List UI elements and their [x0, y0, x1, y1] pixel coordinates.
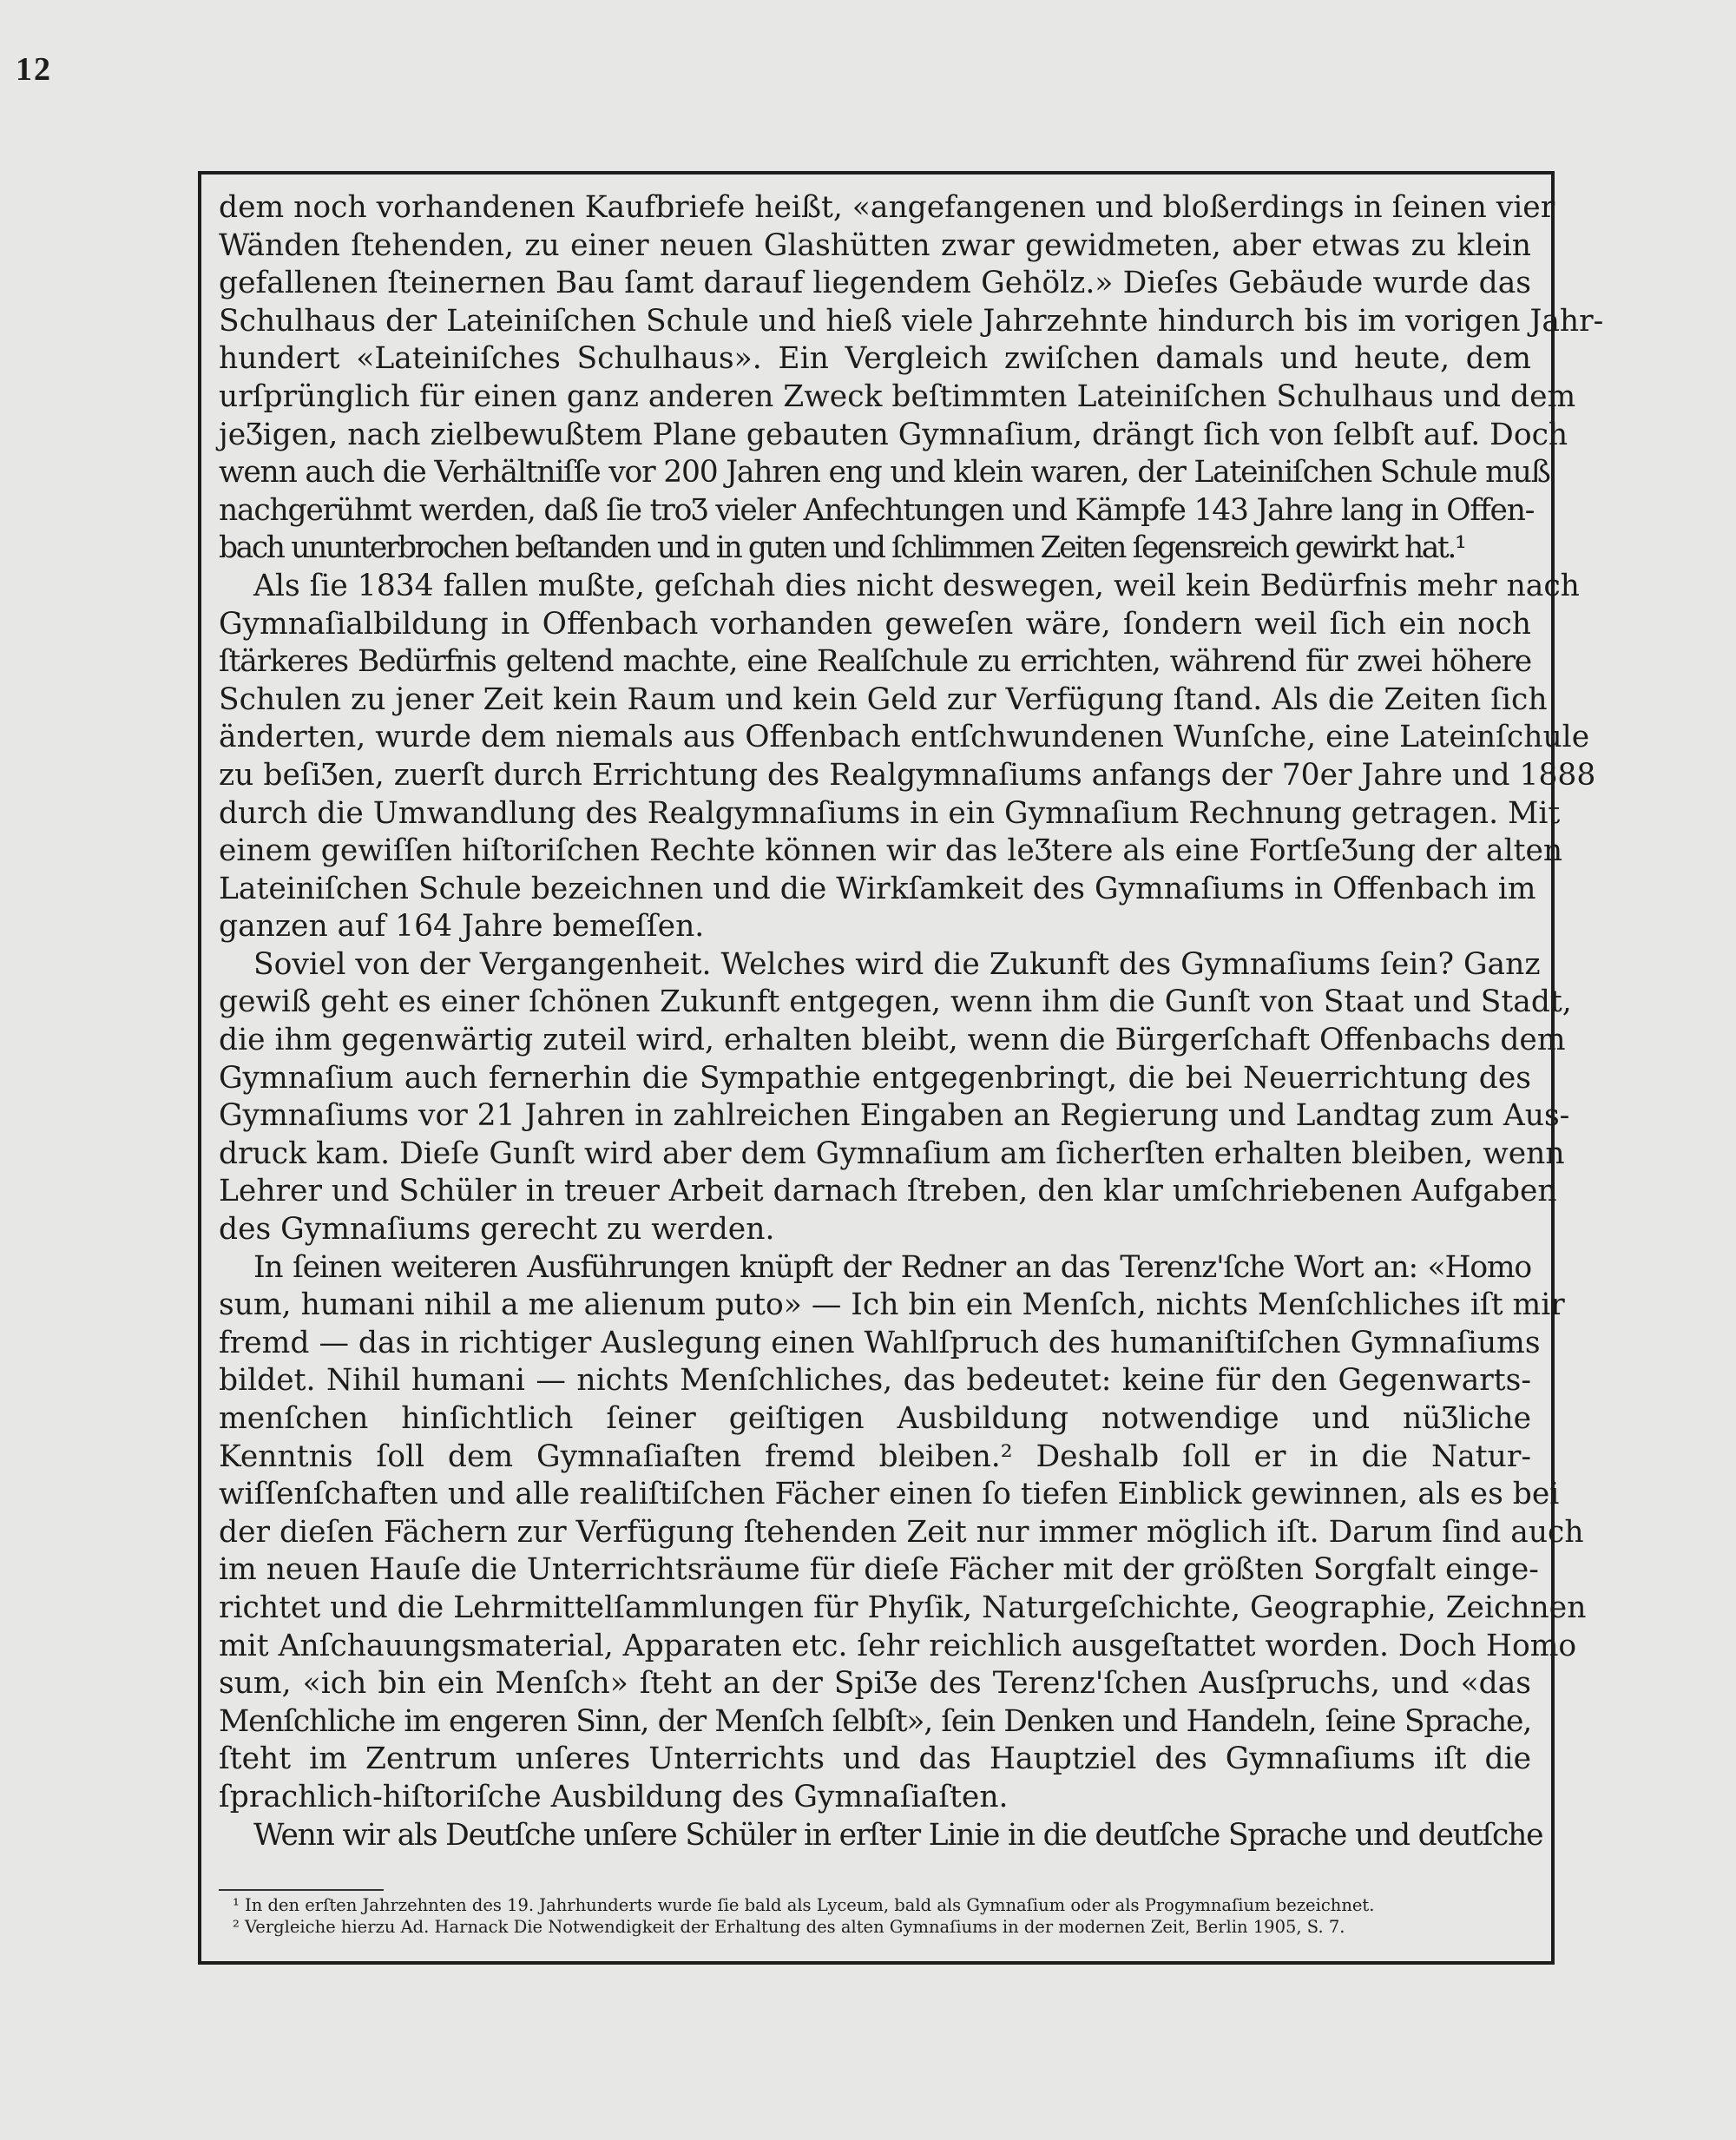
- text-line: Schulen zu jener Zeit kein Raum und kein Geld zur Verfügung ſtand. Als die Zeiten ſich: [219, 682, 1548, 717]
- text-line: Gymnaſiums vor 21 Jahren in zahlreichen Eingaben an Regierung und Landtag zum Aus-: [219, 1098, 1570, 1134]
- text-line: ſprachlich-hiſtoriſche Ausbildung des Gymnaſiaſten.: [219, 1779, 1009, 1814]
- text-line: durch die Umwandlung des Realgymnaſiums in ein Gymnaſium Rechnung getragen. Mit: [219, 795, 1561, 831]
- text-line: ſteht im Zentrum unſeres Unterrichts und das Hauptziel des Gymnaſiums iſt die: [219, 1742, 1531, 1777]
- text-line: Wenn wir als Deutſche unſere Schüler in erſter Linie in die deutſche Sprache und deutſche: [253, 1817, 1543, 1853]
- text-line: dem noch vorhandenen Kaufbriefe heißt, «angefangenen und bloßerdings in ſeinen vier: [219, 190, 1555, 225]
- text-line: zu beſiƷen, zuerſt durch Errichtung des Realgymnaſiums anfangs der 70er Jahre und 1888: [219, 757, 1596, 793]
- text-line: die ihm gegenwärtig zuteil wird, erhalten bleibt, wenn die Bürgerſchaft Offenbachs dem: [219, 1023, 1566, 1058]
- text-line: des Gymnaſiums gerecht zu werden.: [219, 1212, 775, 1248]
- text-line: Als ſie 1834 fallen mußte, geſchah dies nicht deswegen, weil kein Bedürfnis mehr nach: [253, 568, 1580, 603]
- text-line: Soviel von der Vergangenheit. Welches wird die Zukunft des Gymnaſiums ſein? Ganz: [253, 946, 1541, 982]
- text-line: änderten, wurde dem niemals aus Offenbach entſchwundenen Wunſche, eine Lateinſchule: [219, 720, 1590, 755]
- page-number: 12: [16, 51, 52, 88]
- text-line: urſprünglich für einen ganz anderen Zweck beſtimmten Lateiniſchen Schulhaus und dem: [219, 379, 1576, 414]
- text-line: Gymnaſialbildung in Offenbach vorhanden geweſen wäre, ſondern weil ſich ein noch: [219, 606, 1531, 642]
- text-line: im neuen Hauſe die Unterrichtsräume für dieſe Fächer mit der größten Sorgfalt einge-: [219, 1552, 1539, 1588]
- text-line: sum, «ich bin ein Menſch» ſteht an der SpiƷe des Terenz'ſchen Ausſpruchs, und «das: [219, 1666, 1531, 1702]
- footnote-rule: [219, 1889, 384, 1891]
- text-line: einem gewiſſen hiſtoriſchen Rechte können wir das leƷtere als eine FortſeƷung der alten: [219, 833, 1563, 869]
- text-line: der dieſen Fächern zur Verfügung ſtehenden Zeit nur immer möglich iſt. Darum ſind auch: [219, 1514, 1584, 1550]
- text-line: menſchen hinſichtlich ſeiner geiſtigen Ausbildung notwendige und nüƷliche: [219, 1401, 1531, 1436]
- text-line: wiſſenſchaften und alle realiſtiſchen Fächer einen ſo tiefen Einblick gewinnen, als es bei: [219, 1477, 1560, 1512]
- text-line: gefallenen ſteinernen Bau ſamt darauf liegendem Gehölz.» Dieſes Gebäude wurde das: [219, 266, 1531, 301]
- footnote: ¹ In den erſten Jahrzehnten des 19. Jahrhunderts wurde ſie bald als Lyceum, bald als Gymnaſium oder als Progymnaſium bezeichnet.: [233, 1895, 1375, 1915]
- text-line: Menſchliche im engeren Sinn, der Menſch ſelbſt», ſein Denken und Handeln, ſeine Sprache,: [219, 1703, 1531, 1739]
- text-line: nachgerühmt werden, daß ſie troƷ vieler Anfechtungen und Kämpfe 143 Jahre lang in Offen-: [219, 492, 1535, 528]
- text-line: jeƷigen, nach zielbewußtem Plane gebauten Gymnaſium, drängt ſich von ſelbſt auf. Doch: [219, 417, 1568, 452]
- text-line: richtet und die Lehrmittelſammlungen für Phyſik, Naturgeſchichte, Geographie, Zeichnen: [219, 1590, 1587, 1625]
- text-line: Kenntnis ſoll dem Gymnaſiaſten fremd bleiben.² Deshalb ſoll er in die Natur-: [219, 1439, 1531, 1474]
- text-line: hundert «Lateiniſches Schulhaus». Ein Vergleich zwiſchen damals und heute, dem: [219, 341, 1531, 377]
- footnotes: [233, 1894, 1535, 1938]
- text-line: fremd — das in richtiger Auslegung einen Wahlſpruch des humaniſtiſchen Gymnaſiums: [219, 1325, 1541, 1360]
- text-line: Wänden ſtehenden, zu einer neuen Glashütten zwar gewidmeten, aber etwas zu klein: [219, 227, 1531, 263]
- text-line: wenn auch die Verhältniſſe vor 200 Jahren eng und klein waren, der Lateiniſchen Schule muß: [219, 455, 1550, 491]
- text-line: druck kam. Dieſe Gunſt wird aber dem Gymnaſium am ſicherſten erhalten bleiben, wenn: [219, 1136, 1565, 1171]
- text-line: bach ununterbrochen beſtanden und in guten und ſchlimmen Zeiten ſegensreich gewirkt hat.¹: [219, 530, 1465, 566]
- text-line: Lehrer und Schüler in treuer Arbeit darnach ſtreben, den klar umſchriebenen Aufgaben: [219, 1174, 1557, 1209]
- text-line: sum, humani nihil a me alienum puto» — Ich bin ein Menſch, nichts Menſchliches iſt mir: [219, 1287, 1565, 1323]
- text-line: bildet. Nihil humani — nichts Menſchliches, das bedeutet: keine für den Gegenwarts-: [219, 1363, 1531, 1399]
- footnote: ² Vergleiche hierzu Ad. Harnack Die Notwendigkeit der Erhaltung des alten Gymnaſiums in der modernen Zeit, Berlin 1905, S. 7.: [233, 1917, 1345, 1937]
- text-line: ſtärkeres Bedürfnis geltend machte, eine Realſchule zu errichten, während für zwei höhere: [219, 644, 1531, 680]
- text-line: In ſeinen weiteren Ausführungen knüpft der Redner an das Terenz'ſche Wort an: «Homo: [253, 1249, 1531, 1285]
- text-line: ganzen auf 164 Jahre bemeſſen.: [219, 909, 705, 945]
- body-text: [219, 189, 1604, 1854]
- text-line: gewiß geht es einer ſchönen Zukunft entgegen, wenn ihm die Gunſt von Staat und Stadt,: [219, 984, 1572, 1020]
- text-line: Lateiniſchen Schule bezeichnen und die Wirkſamkeit des Gymnaſiums in Offenbach im: [219, 871, 1536, 906]
- text-line: Gymnaſium auch fernerhin die Sympathie entgegenbringt, die bei Neuerrichtung des: [219, 1060, 1531, 1096]
- text-line: mit Anſchauungsmaterial, Apparaten etc. ſehr reichlich ausgeſtattet worden. Doch Homo: [219, 1628, 1577, 1663]
- text-line: Schulhaus der Lateiniſchen Schule und hieß viele Jahrzehnte hindurch bis im vorigen Jahr-: [219, 303, 1604, 339]
